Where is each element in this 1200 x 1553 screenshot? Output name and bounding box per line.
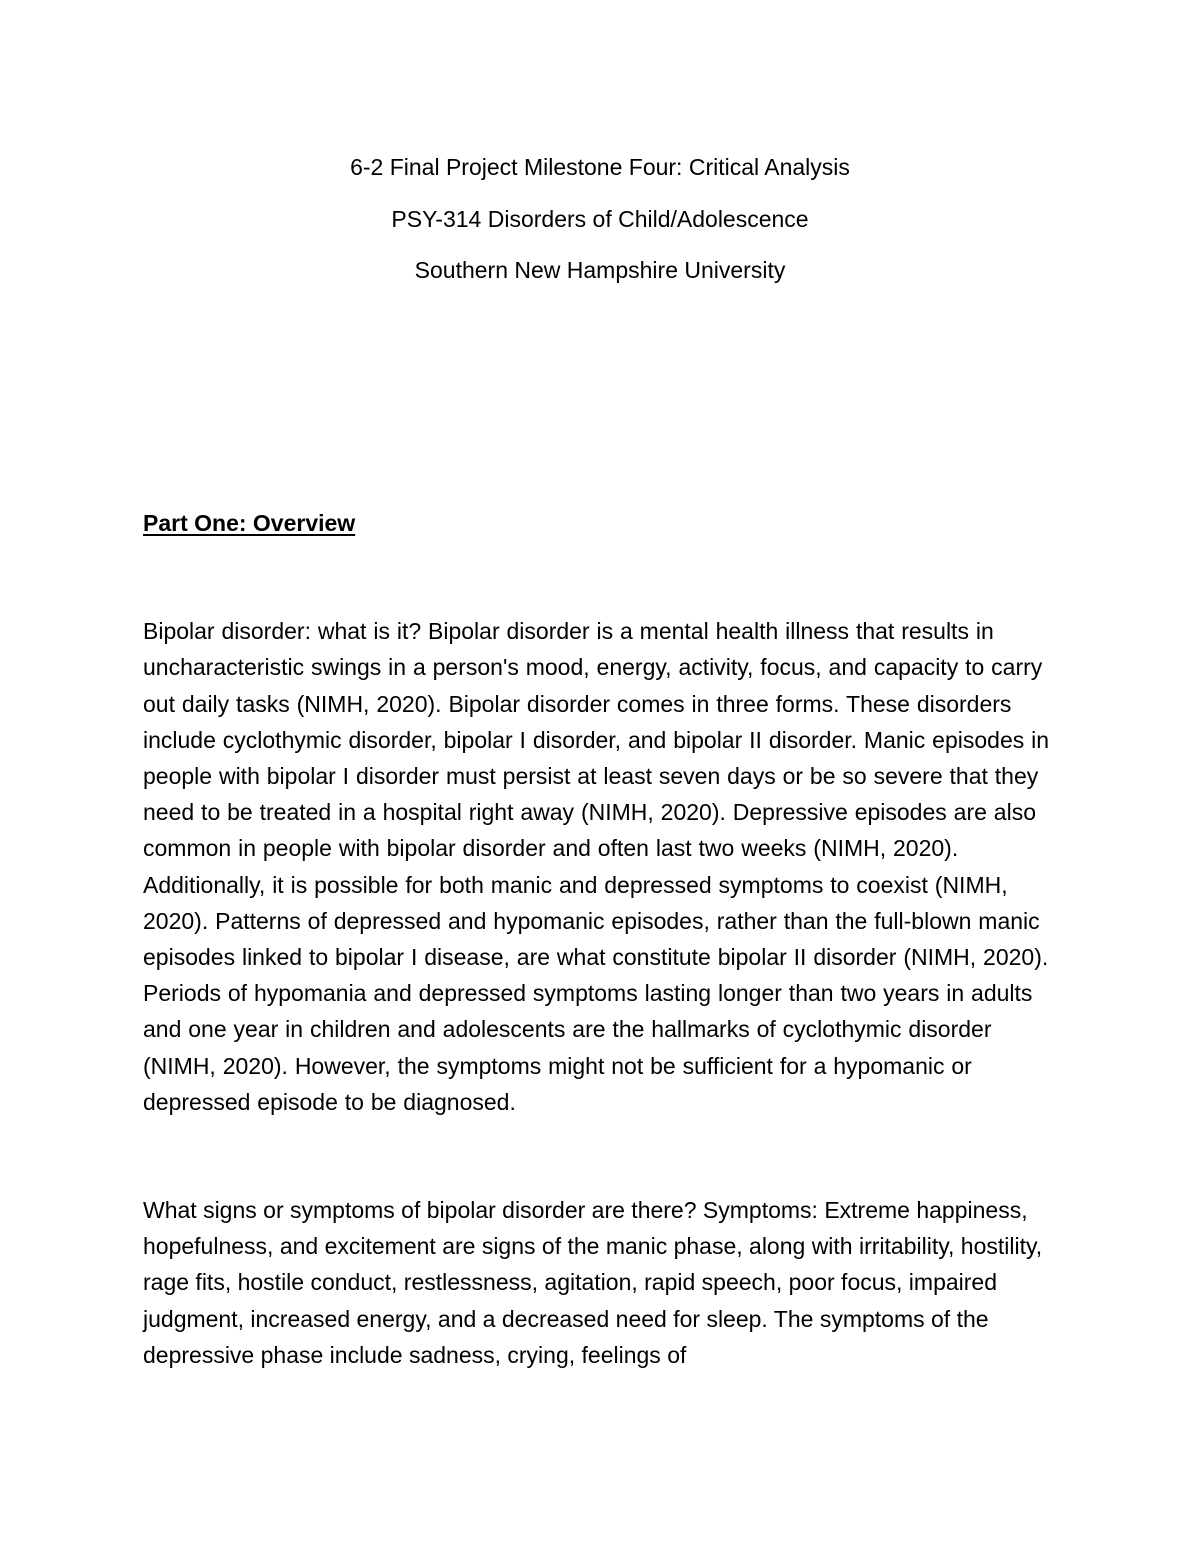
- title-block: [0, 142, 1200, 297]
- section-heading: Part One: Overview: [143, 510, 356, 536]
- paragraph-overview: Bipolar disorder: what is it? Bipolar disorder is a mental health illness that results in uncharacteristic swings in a person's mood, energy, activity, focus, and capacity to carry out daily tasks (NIMH, 2020). Bipolar disorder comes in three forms. These disorders include cyclothymic disorder, bipolar I disorder, and bipolar II disorder. Manic episodes in people with bipolar I disorder must persist at least seven days or be so severe that they need to be treated in a hospital right away (NIMH, 2020). Depressive episodes are also common in people with bipolar disorder and often last two weeks (NIMH, 2020). Additionally, it is possible for both manic and depressed symptoms to coexist (NIMH, 2020). Patterns of depressed and hypomanic episodes, rather than the full-blown manic episodes linked to bipolar I disease, are what constitute bipolar II disorder (NIMH, 2020). Periods of hypomania and depressed symptoms lasting longer than two years in adults and one year in children and adolescents are the hallmarks of cyclothymic disorder (NIMH, 2020). However, the symptoms might not be sufficient for a hypomanic or depressed episode to be diagnosed.: [143, 618, 1050, 1115]
- document-title: 6-2 Final Project Milestone Four: Critical Analysis: [350, 154, 850, 180]
- document-body: [143, 505, 1063, 1445]
- course-name: PSY-314 Disorders of Child/Adolescence: [391, 205, 809, 232]
- institution-name: Southern New Hampshire University: [414, 257, 786, 283]
- paragraph-symptoms: What signs or symptoms of bipolar disorder are there? Symptoms: Extreme happiness, hopefulness, and excitement are signs of the manic phase, along with irritability, hostility, rage fits, hostile conduct, restlessness, agitation, rapid speech, poor focus, impaired judgment, increased energy, and a decreased need for sleep. The symptoms of the depressive phase include sadness, crying, feelings of: [143, 1197, 1043, 1368]
